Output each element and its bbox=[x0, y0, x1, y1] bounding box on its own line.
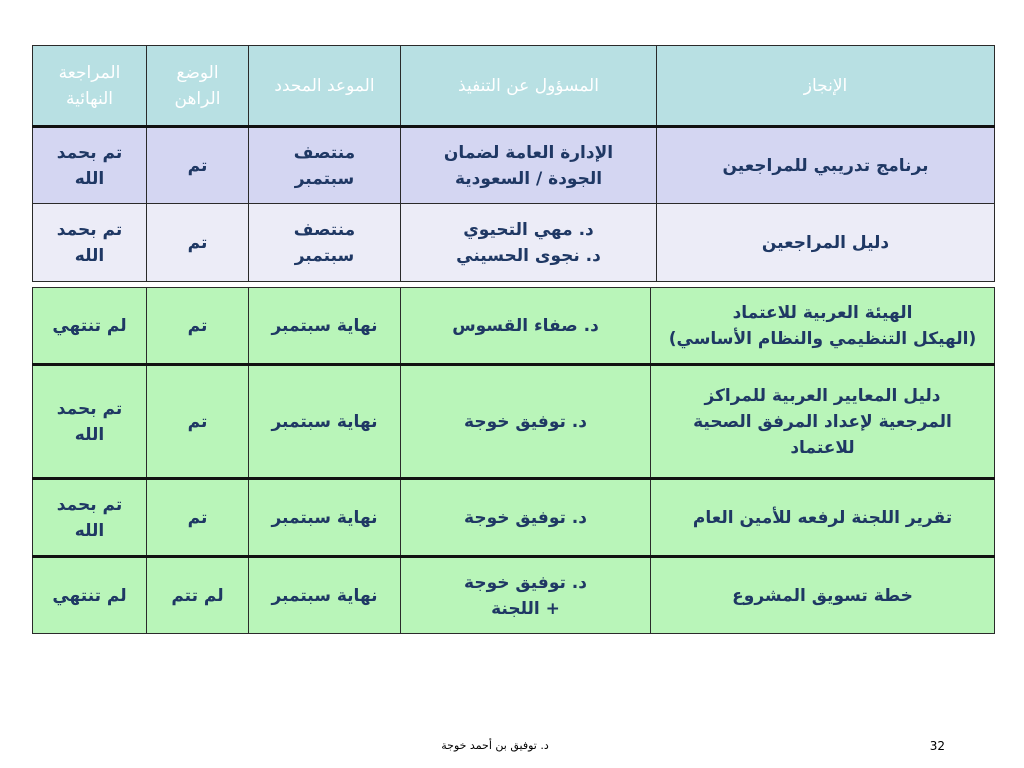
cell-responsible bbox=[401, 204, 657, 282]
responsible-line2: + اللجنة bbox=[491, 598, 560, 619]
progress-table-bottom bbox=[32, 287, 995, 634]
cell-deadline bbox=[249, 127, 401, 204]
review-line2: الله bbox=[74, 424, 105, 445]
cell-responsible: د. توفيق خوجة bbox=[401, 479, 651, 557]
responsible-line2: د. نجوى الحسيني bbox=[456, 245, 601, 266]
cell-achievement: خطة تسويق المشروع bbox=[651, 557, 995, 634]
header-deadline: الموعد المحدد bbox=[249, 46, 401, 127]
header-responsible: المسؤول عن التنفيذ bbox=[401, 46, 657, 127]
table-row bbox=[33, 127, 995, 204]
header-final-review bbox=[33, 46, 147, 127]
header-status-line1: الوضع bbox=[176, 62, 219, 83]
header-review-line1: المراجعة bbox=[58, 62, 121, 83]
cell-final-review bbox=[33, 479, 147, 557]
responsible-line1: الإدارة العامة لضمان bbox=[443, 142, 614, 163]
cell-responsible bbox=[401, 557, 651, 634]
footer-author: د. توفيق بن أحمد خوجة bbox=[441, 739, 549, 752]
cell-deadline: نهاية سبتمبر bbox=[249, 479, 401, 557]
page-number: 32 bbox=[929, 739, 945, 753]
cell-final-review bbox=[33, 127, 147, 204]
deadline-line2: سبتمبر bbox=[294, 245, 355, 266]
review-line1: تم بحمد bbox=[56, 142, 123, 163]
cell-status: تم bbox=[147, 365, 249, 479]
deadline-line2: سبتمبر bbox=[294, 168, 355, 189]
responsible-line1: د. توفيق خوجة bbox=[464, 572, 587, 593]
cell-final-review: لم تنتهي bbox=[33, 288, 147, 365]
responsible-line1: د. مهي التحيوي bbox=[463, 219, 594, 240]
cell-achievement: تقرير اللجنة لرفعه للأمين العام bbox=[651, 479, 995, 557]
review-line1: تم بحمد bbox=[56, 494, 123, 515]
achievement-line2: المرجعية لإعداد المرفق الصحية bbox=[693, 411, 952, 432]
review-line1: تم بحمد bbox=[56, 398, 123, 419]
cell-achievement: دليل المراجعين bbox=[657, 204, 995, 282]
achievement-line1: دليل المعايير العربية للمراكز bbox=[704, 385, 941, 406]
achievement-line1: الهيئة العربية للاعتماد bbox=[732, 302, 913, 323]
cell-status: تم bbox=[147, 479, 249, 557]
header-status-line2: الراهن bbox=[174, 88, 221, 109]
cell-deadline: نهاية سبتمبر bbox=[249, 288, 401, 365]
cell-achievement: برنامج تدريبي للمراجعين bbox=[657, 127, 995, 204]
cell-final-review: لم تنتهي bbox=[33, 557, 147, 634]
deadline-line1: منتصف bbox=[293, 142, 356, 163]
progress-table-top bbox=[32, 45, 995, 282]
cell-status: تم bbox=[147, 127, 249, 204]
cell-achievement bbox=[651, 365, 995, 479]
header-status bbox=[147, 46, 249, 127]
table-row bbox=[33, 557, 995, 634]
table-header-row bbox=[33, 46, 995, 127]
table-row bbox=[33, 479, 995, 557]
deadline-line1: منتصف bbox=[293, 219, 356, 240]
table-row bbox=[33, 365, 995, 479]
header-achievement: الإنجاز bbox=[657, 46, 995, 127]
responsible-line2: الجودة / السعودية bbox=[454, 168, 603, 189]
review-line1: تم بحمد bbox=[56, 219, 123, 240]
header-review-line2: النهائية bbox=[65, 88, 114, 109]
cell-deadline bbox=[249, 204, 401, 282]
cell-status: لم تتم bbox=[147, 557, 249, 634]
cell-final-review bbox=[33, 365, 147, 479]
cell-final-review bbox=[33, 204, 147, 282]
cell-responsible: د. صفاء القسوس bbox=[401, 288, 651, 365]
achievement-line3: للاعتماد bbox=[790, 437, 855, 458]
table-row bbox=[33, 204, 995, 282]
cell-deadline: نهاية سبتمبر bbox=[249, 557, 401, 634]
cell-responsible: د. توفيق خوجة bbox=[401, 365, 651, 479]
review-line2: الله bbox=[74, 245, 105, 266]
table-row bbox=[33, 288, 995, 365]
cell-achievement bbox=[651, 288, 995, 365]
achievement-line2: (الهيكل التنظيمي والنظام الأساسي) bbox=[668, 328, 977, 349]
cell-status: تم bbox=[147, 204, 249, 282]
cell-responsible bbox=[401, 127, 657, 204]
review-line2: الله bbox=[74, 168, 105, 189]
cell-status: تم bbox=[147, 288, 249, 365]
review-line2: الله bbox=[74, 520, 105, 541]
cell-deadline: نهاية سبتمبر bbox=[249, 365, 401, 479]
